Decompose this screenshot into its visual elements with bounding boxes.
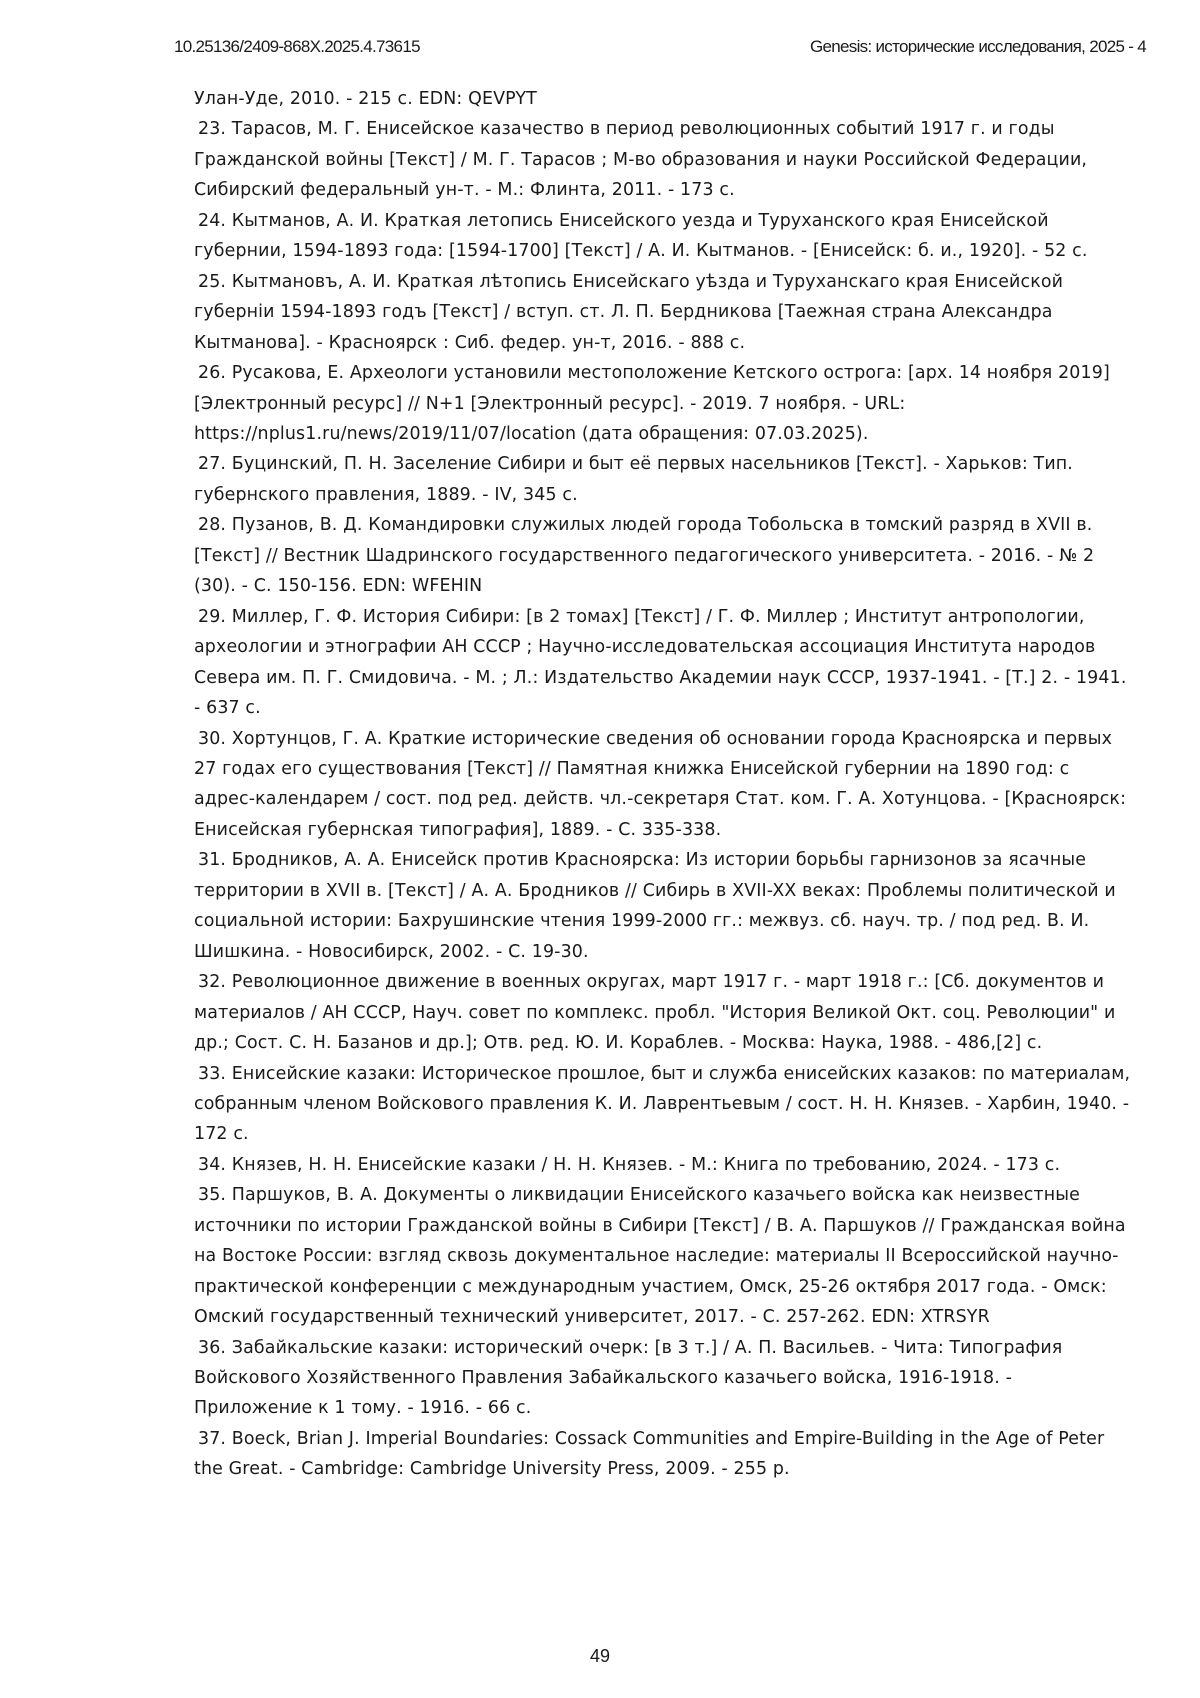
reference-31: 31. Бродников, А. А. Енисейск против Красноярска: Из истории борьбы гарнизонов за ясачные территории в XVII в. [Текст] / А. А. Бродников // Сибирь в XVII-XX веках: Проблемы политической и социальной истории: Бахрушинские чтения 1999-2000 гг.: межвуз. сб. науч. тр. / под ред. В. И. Шишкина. - Новосибирск, 2002. - С. 19-30.: [194, 850, 1116, 962]
reference-28: 28. Пузанов, В. Д. Командировки служилых людей города Тобольска в томский разряд в XVII в. [Текст] // Вестник Шадринского государственного педагогического университета. - 2016. - № 2 (30). - С. 150-156. EDN: WFEHIN: [194, 515, 1095, 597]
reference-continuation: Улан-Уде, 2010. - 215 с. EDN: QEVPYT: [194, 89, 537, 109]
reference-36: 36. Забайкальские казаки: исторический очерк: [в 3 т.] / А. П. Васильев. - Чита: Типография Войскового Хозяйственного Правления Забайкальского казачьего войска, 1916-1918. - Приложение к 1 тому. - 1916. - 66 с.: [194, 1337, 1063, 1419]
reference-25: 25. Кытмановъ, А. И. Краткая лѣтопись Енисейскаго уѣзда и Туруханскаго края Енисейской губернiи 1594-1893 годъ [Текст] / вступ. ст. Л. П. Бердникова [Таежная страна Александра Кытманова]. - Красноярск : Сиб. федер. ун-т, 2016. - 888 с.: [194, 271, 1064, 353]
reference-33: 33. Енисейские казаки: Историческое прошлое, быт и служба енисейских казаков: по материалам, собранным членом Войскового правления К. И. Лаврентьевым / сост. Н. Н. Князев. - Харбин, 1940. - 172 с.: [194, 1063, 1131, 1145]
reference-24: 24. Кытманов, А. И. Краткая летопись Енисейского уезда и Туруханского края Енисейской губернии, 1594-1893 года: [1594-1700] [Текст] / А. И. Кытманов. - [Енисейск: б. и., 1920]. - 52 с.: [194, 210, 1088, 262]
reference-list: [194, 84, 1134, 1485]
reference-26: 26. Русакова, Е. Археологи установили местоположение Кетского острога: [арх. 14 ноября 2019] [Электронный ресурс] // N+1 [Электронный ресурс]. - 2019. 7 ноября. - URL: https://nplus1.ru/news/2019/11/07/location (дата обращения: 07.03.2025).: [194, 363, 1110, 444]
reference-32: 32. Революционное движение в военных округах, март 1917 г. - март 1918 г.: [Сб. документов и материалов / АН СССР, Науч. совет по комплекс. пробл. "История Великой Окт. соц. Революции" и др.; Сост. С. Н. Базанов и др.]; Отв. ред. Ю. И. Кораблев. - Москва: Наука, 1988. - 486,[2] с.: [194, 972, 1116, 1054]
reference-35: 35. Паршуков, В. А. Документы о ликвидации Енисейского казачьего войска как неизвестные источники по истории Гражданской войны в Сибири [Текст] / В. А. Паршуков // Гражданская война на Востоке России: взгляд сквозь документальное наследие: материалы II Всероссийской научно-практической конференции с международным участием, Омск, 25-26 октября 2017 года. - Омск: Омский государственный технический университет, 2017. - С. 257-262. EDN: XTRSYR: [194, 1185, 1126, 1328]
reference-37: 37. Boeck, Brian J. Imperial Boundaries: Cossack Communities and Empire-Building in the Age of Peter the Great. - Cambridge: Cambridge University Press, 2009. - 255 p.: [194, 1428, 1105, 1480]
article-doi: 10.25136/2409-868X.2025.4.73615: [174, 37, 420, 56]
reference-34: 34. Князев, Н. Н. Енисейские казаки / Н. Н. Князев. - М.: Книга по требованию, 2024. - 173 с.: [198, 1154, 1061, 1175]
running-header: [174, 37, 1146, 61]
journal-issue: Genesis: исторические исследования, 2025 - 4: [809, 37, 1146, 56]
reference-23: 23. Тарасов, М. Г. Енисейское казачество в период революционных событий 1917 г. и годы Гражданской войны [Текст] / М. Г. Тарасов ; М-во образования и науки Российской Федерации, Сибирский федеральный ун-т. - М.: Флинта, 2011. - 173 с.: [194, 119, 1088, 201]
page-number: 49: [589, 1646, 611, 1666]
reference-29: 29. Миллер, Г. Ф. История Сибири: [в 2 томах] [Текст] / Г. Ф. Миллер ; Институт антропологии, археологии и этнографии АН СССР ; Научно-исследовательская ассоциация Института народов Севера им. П. Г. Смидовича. - М. ; Л.: Издательство Академии наук СССР, 1937-1941. - [Т.] 2. - 1941. - 637 с.: [194, 606, 1127, 719]
reference-30: 30. Хортунцов, Г. А. Краткие исторические сведения об основании города Красноярска и первых 27 годах его существования [Текст] // Памятная книжка Енисейской губернии на 1890 год: с адрес-календарем / сост. под ред. действ. чл.-секретаря Стат. ком. Г. А. Хотунцова. - [Красноярск: Енисейская губернская типография], 1889. - С. 335-338.: [194, 728, 1127, 840]
reference-27: 27. Буцинский, П. Н. Заселение Сибири и быт её первых насельников [Текст]. - Харьков: Тип. губернского правления, 1889. - IV, 345 с.: [194, 454, 1073, 505]
